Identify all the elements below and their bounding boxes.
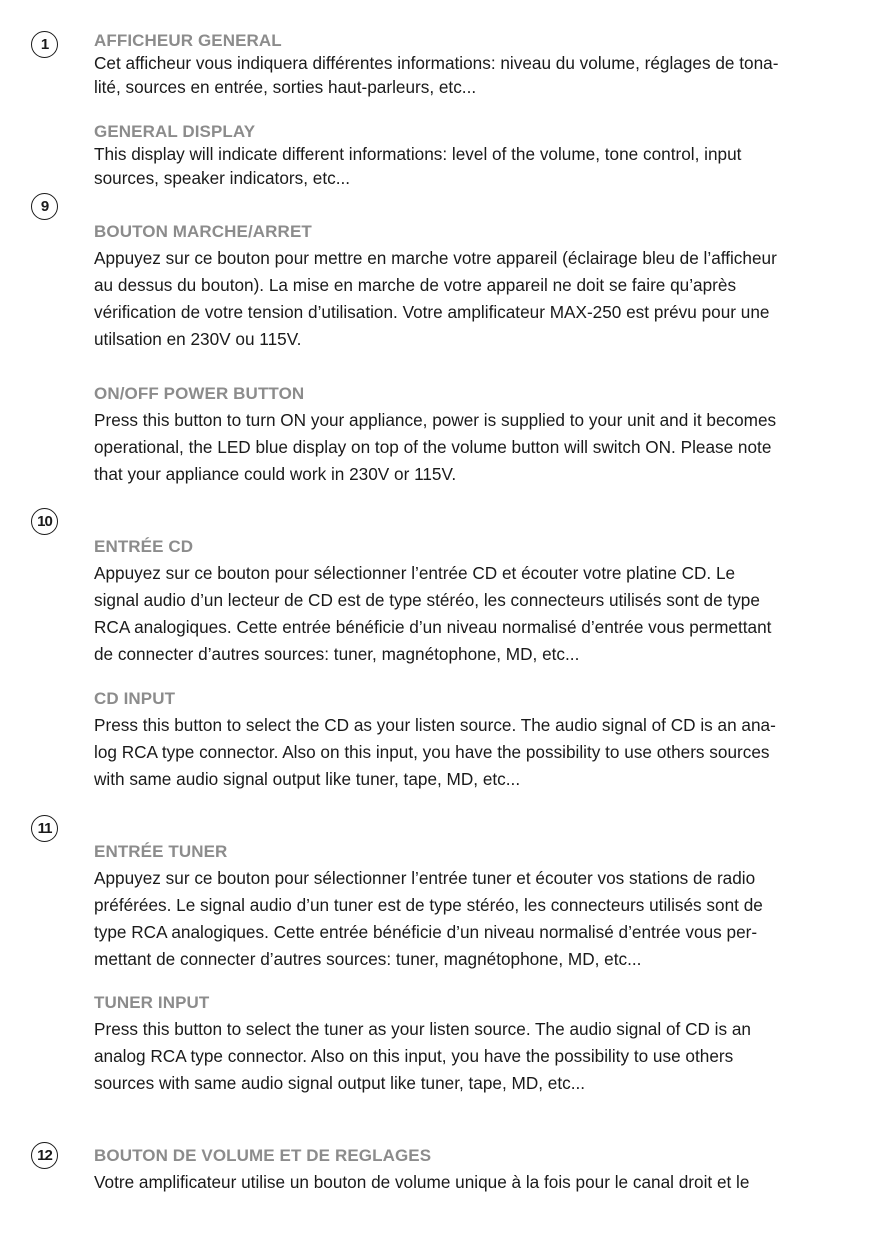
- section-paragraph: Press this button to select the CD as your listen source. The audio signal of CD is an ana- log RCA type connector. Also on this input, you have the possibility to use others sources with same audio signal output like tuner, tape, MD, etc...: [94, 715, 776, 789]
- section-marker-12: 12: [31, 1142, 58, 1169]
- section-paragraph: Press this button to turn ON your appliance, power is supplied to your unit and it becomes operational, the LED blue display on top of the volume button will switch ON. Please note that your appliance could work in 230V or 115V.: [94, 410, 777, 484]
- section-heading: TUNER INPUT: [94, 993, 210, 1012]
- section-marker-9: 9: [31, 193, 58, 220]
- display-en-section: [94, 120, 854, 190]
- power-fr-section: [94, 218, 854, 353]
- tuner-fr-section: [94, 838, 854, 973]
- cd-en-section: [94, 685, 854, 793]
- cd-fr-section: [94, 533, 854, 668]
- section-heading: ENTRÉE TUNER: [94, 842, 228, 861]
- section-paragraph: This display will indicate different informations: level of the volume, tone control, input sources, speaker indicators, etc...: [94, 144, 742, 188]
- section-heading: GENERAL DISPLAY: [94, 122, 256, 141]
- section-paragraph: Press this button to select the tuner as your listen source. The audio signal of CD is an analog RCA type connector. Also on this input, you have the possibility to use others sources with same audio signal output like tuner, tape, MD, etc...: [94, 1019, 751, 1093]
- section-paragraph: Appuyez sur ce bouton pour sélectionner l’entrée tuner et écouter vos stations de radio préférées. Le signal audio d’un tuner est de type stéréo, les connecteurs utilisés sont de type RCA analogiques. Cette entrée bénéficie d’un niveau normalisé d’entrée vous per- mettant de connecter d’autres sources: tuner, magnétophone, MD, etc...: [94, 868, 763, 969]
- section-heading: BOUTON MARCHE/ARRET: [94, 222, 312, 241]
- section-marker-11: 11: [31, 815, 58, 842]
- section-marker-1: 1: [31, 31, 58, 58]
- section-paragraph: Appuyez sur ce bouton pour mettre en marche votre appareil (éclairage bleu de l’afficheur au dessus du bouton). La mise en marche de votre appareil ne doit se faire qu’après vérification de votre tension d’utilisation. Votre amplificateur MAX-250 est prévu pour une utilsation en 230V ou 115V.: [94, 248, 777, 349]
- section-heading: ON/OFF POWER BUTTON: [94, 384, 305, 403]
- display-fr-section: [94, 29, 854, 99]
- section-heading: AFFICHEUR GENERAL: [94, 31, 282, 50]
- section-paragraph: Cet afficheur vous indiquera différentes informations: niveau du volume, réglages de tona- lité, sources en entrée, sorties haut-parleurs, etc...: [94, 53, 779, 97]
- section-heading: ENTRÉE CD: [94, 537, 194, 556]
- section-paragraph: Votre amplificateur utilise un bouton de volume unique à la fois pour le canal droit et le: [94, 1172, 750, 1192]
- section-paragraph: Appuyez sur ce bouton pour sélectionner l’entrée CD et écouter votre platine CD. Le signal audio d’un lecteur de CD est de type stéréo, les connecteurs utilisés sont de type RCA analogiques. Cette entrée bénéficie d’un niveau normalisé d’entrée vous permettant de connecter d’autres sources: tuner, magnétophone, MD, etc...: [94, 563, 772, 664]
- tuner-en-section: [94, 989, 854, 1097]
- power-en-section: [94, 380, 854, 488]
- section-heading: CD INPUT: [94, 689, 176, 708]
- section-heading: BOUTON DE VOLUME ET DE REGLAGES: [94, 1146, 432, 1165]
- section-marker-10: 10: [31, 508, 58, 535]
- volume-fr-section: [94, 1142, 854, 1196]
